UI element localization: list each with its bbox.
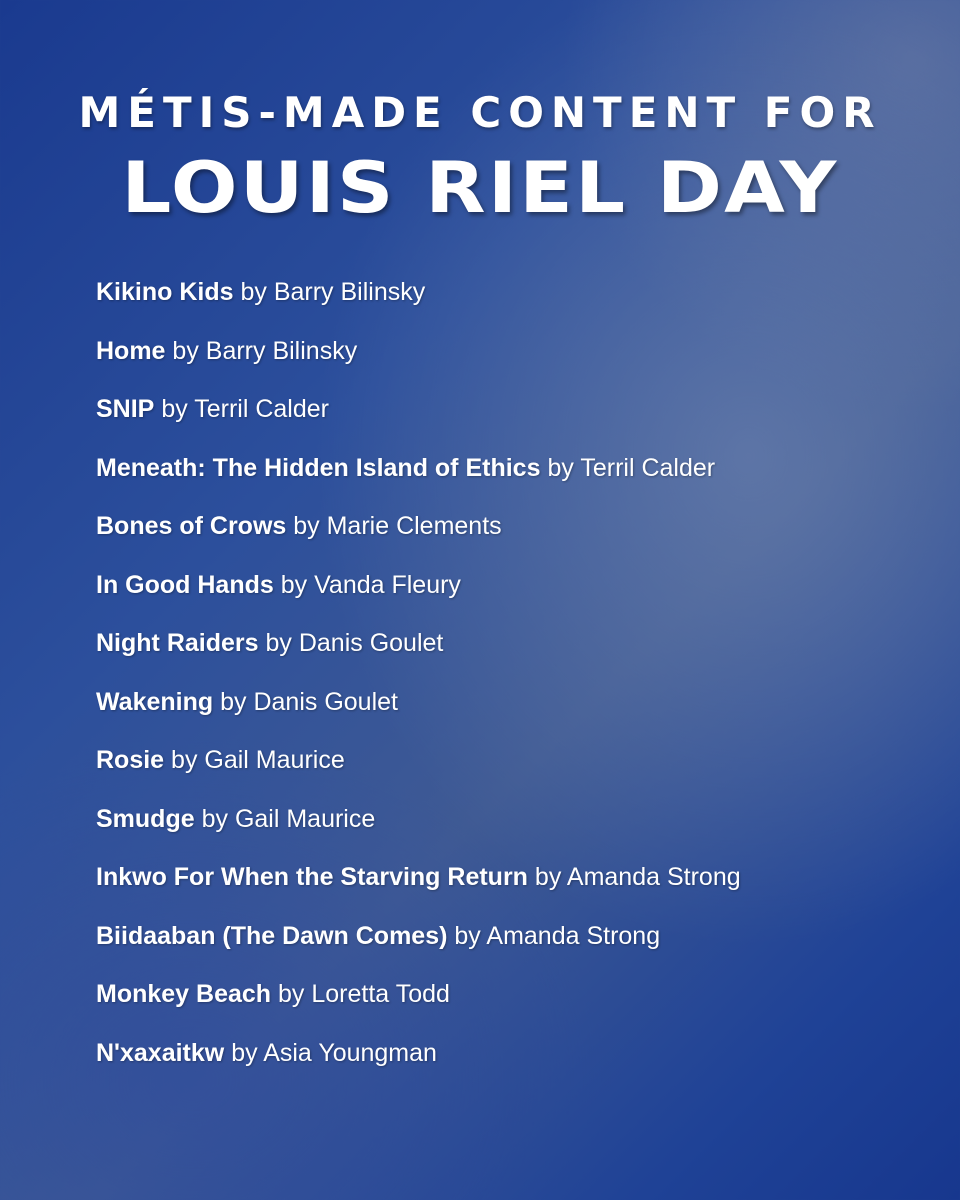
work-title: Rosie: [96, 746, 165, 774]
work-title: Bones of Crows: [96, 512, 287, 540]
work-title: Biidaaban (The Dawn Comes): [96, 921, 448, 950]
work-author: Gail Maurice: [204, 746, 345, 774]
header-title: LOUIS RIEL DAY: [121, 147, 839, 229]
work-title: N'xaxaitkw: [96, 1038, 225, 1067]
work-author: Danis Goulet: [298, 629, 444, 657]
list-item: [96, 738, 916, 797]
work-author: Danis Goulet: [253, 687, 398, 716]
by-word: by: [161, 395, 188, 423]
by-word: by: [280, 570, 308, 599]
work-author: Loretta Todd: [311, 980, 450, 1008]
list-item: [96, 972, 916, 1031]
work-author: Gail Maurice: [234, 804, 376, 833]
work-author: Terril Calder: [194, 395, 329, 423]
work-author: Vanda Fleury: [314, 570, 461, 599]
work-title: Home: [96, 336, 166, 365]
list-item: [96, 504, 916, 563]
work-author: Terril Calder: [580, 453, 716, 482]
by-word: by: [547, 453, 574, 482]
list-item: [96, 387, 916, 446]
by-word: by: [454, 921, 481, 950]
header-subtitle: MÉTIS-MADE CONTENT FOR: [78, 88, 882, 137]
by-word: by: [171, 746, 198, 774]
by-word: by: [220, 687, 247, 716]
by-word: by: [293, 512, 320, 540]
list-item: [96, 914, 916, 973]
work-author: Amanda Strong: [486, 921, 661, 950]
work-title: Monkey Beach: [96, 980, 272, 1008]
by-word: by: [240, 278, 267, 306]
work-author: Barry Bilinsky: [205, 336, 358, 365]
work-author: Barry Bilinsky: [273, 278, 426, 306]
works-list: [96, 270, 916, 1089]
by-word: by: [201, 804, 228, 833]
list-item: [96, 270, 916, 329]
work-title: Kikino Kids: [96, 278, 234, 306]
by-word: by: [172, 336, 199, 365]
list-item: [96, 1031, 916, 1090]
list-item: [96, 446, 916, 505]
list-item: [96, 621, 916, 680]
by-word: by: [231, 1038, 258, 1067]
work-author: Asia Youngman: [263, 1038, 437, 1067]
work-title: Night Raiders: [96, 629, 259, 657]
list-item: [96, 797, 916, 856]
list-item: [96, 855, 916, 914]
work-title: SNIP: [96, 395, 155, 423]
work-title: Inkwo For When the Starving Return: [96, 863, 528, 891]
work-title: Meneath: The Hidden Island of Ethics: [96, 453, 541, 482]
list-item: [96, 563, 916, 622]
by-word: by: [265, 629, 292, 657]
work-title: In Good Hands: [96, 570, 274, 599]
work-title: Wakening: [96, 687, 214, 716]
by-word: by: [534, 863, 562, 891]
by-word: by: [278, 980, 305, 1008]
work-author: Amanda Strong: [566, 863, 741, 891]
work-title: Smudge: [96, 804, 195, 833]
list-item: [96, 329, 916, 388]
list-item: [96, 680, 916, 739]
work-author: Marie Clements: [326, 512, 502, 540]
